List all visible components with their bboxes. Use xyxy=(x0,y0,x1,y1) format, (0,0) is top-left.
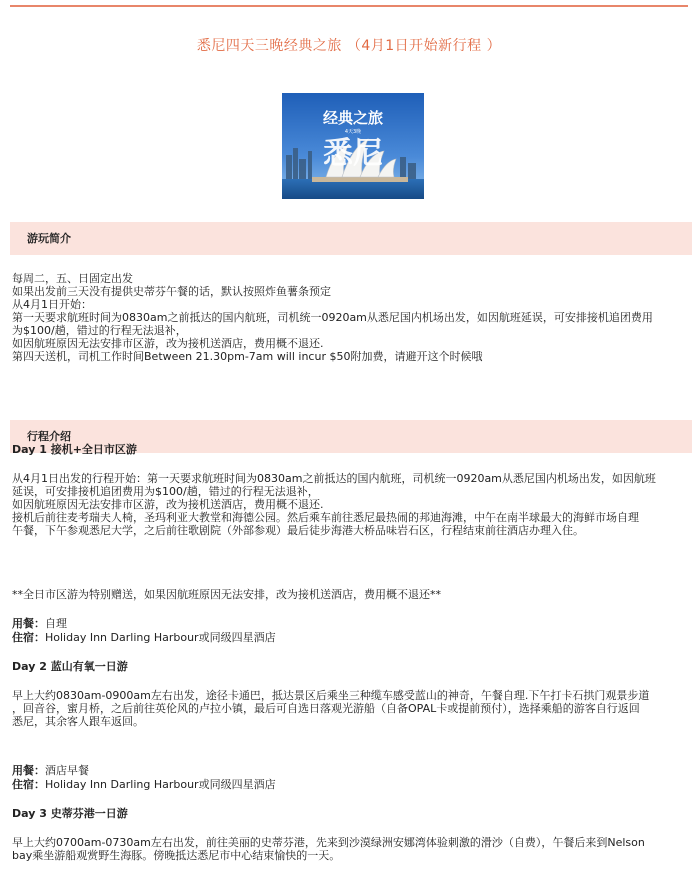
day3-title: Day 3 史蒂芬港一日游 xyxy=(12,807,128,820)
day1-meal xyxy=(12,617,67,630)
intro-line: 第一天要求航班时间为0830am之前抵达的国内航班，司机统一0920am从悉尼国内机场出发，如因航班延误，可安排接机追团费用 xyxy=(12,311,653,324)
hotel-value: Holiday Inn Darling Harbour或同级四星酒店 xyxy=(45,778,276,791)
day2-line: 早上大约0830am-0900am左右出发，途径卡通巴，抵达景区后乘坐三种缆车感受蓝山的神奇，午餐自理.下午打卡石拱门观景步道 xyxy=(12,689,650,702)
meal-label: 用餐： xyxy=(12,617,45,630)
meal-label: 用餐： xyxy=(12,764,45,777)
day2-hotel xyxy=(12,778,276,791)
day2-title: Day 2 蓝山有氧一日游 xyxy=(12,660,128,673)
day1-description xyxy=(12,472,692,537)
hotel-value: Holiday Inn Darling Harbour或同级四星酒店 xyxy=(45,631,276,644)
top-divider xyxy=(10,5,688,7)
intro-line: 如果出发前三天没有提供史蒂芬午餐的话，默认按照炸鱼薯条预定 xyxy=(12,285,331,298)
day2-description xyxy=(12,689,692,728)
day1-title: Day 1 接机+全日市区游 xyxy=(12,443,137,456)
meal-value: 自理 xyxy=(45,617,67,630)
day3-line: 早上大约0700am-0730am左右出发，前往美丽的史蒂芬港，先来到沙漠绿洲安娜湾体验刺激的滑沙（自费），午餐后来到Nelson xyxy=(12,836,645,849)
day1-line: 如因航班原因无法安排市区游，改为接机送酒店，费用概不退还. xyxy=(12,498,324,511)
intro-section-header xyxy=(10,222,692,255)
hotel-label: 住宿： xyxy=(12,631,45,644)
day1-hotel xyxy=(12,631,276,644)
day2-line: 悉尼，其余客人跟车返回。 xyxy=(12,715,144,728)
intro-text xyxy=(12,272,692,363)
banner-subtitle: 4天3晚 xyxy=(344,129,362,135)
day1-note: **全日市区游为特别赠送，如果因航班原因无法安排，改为接机送酒店，费用概不退还** xyxy=(12,588,441,601)
day2-line: ，回音谷，蜜月桥，之后前往英伦风的卢拉小镇，最后可自选日落观光游船（自备OPAL卡或提前预付），选择乘船的游客自行返回 xyxy=(12,702,640,715)
day1-line: 接机后前往麦考瑞夫人椅，圣玛利亚大教堂和海德公园。然后乘车前往悉尼最热闹的邦迪海滩，中午在南半球最大的海鲜市场自理 xyxy=(12,511,639,524)
intro-heading: 游玩简介 xyxy=(27,232,71,245)
intro-line: 第四天送机，司机工作时间Between 21.30pm-7am will incur $50附加费，请避开这个时候哦 xyxy=(12,350,483,363)
intro-line: 每周二，五、日固定出发 xyxy=(12,272,133,285)
day2-meal xyxy=(12,764,89,777)
banner-image xyxy=(282,93,424,199)
intro-line: 为$100/趟，错过的行程无法退补， xyxy=(12,324,187,337)
page-title: 悉尼四天三晚经典之旅 （4月1日开始新行程 ） xyxy=(196,38,502,54)
banner-city: 悉尼 xyxy=(323,136,383,171)
sydney-opera-house-illustration xyxy=(282,93,424,199)
intro-line: 从4月1日开始： xyxy=(12,298,92,311)
itinerary-heading: 行程介绍 xyxy=(27,430,71,443)
day3-line: bay乘坐游船观赏野生海豚。傍晚抵达悉尼市中心结束愉快的一天。 xyxy=(12,849,341,862)
meal-value: 酒店早餐 xyxy=(45,764,89,777)
banner-headline: 经典之旅 xyxy=(322,109,384,127)
day1-line: 午餐，下午参观悉尼大学，之后前往歌剧院（外部参观）最后徒步海港大桥品味岩石区，行程结束前往酒店办理入住。 xyxy=(12,524,584,537)
day1-line: 从4月1日出发的行程开始：第一天要求航班时间为0830am之前抵达的国内航班，司机统一0920am从悉尼国内机场出发，如因航班 xyxy=(12,472,656,485)
day3-description xyxy=(12,836,692,862)
hotel-label: 住宿： xyxy=(12,778,45,791)
intro-line: 如因航班原因无法安排市区游，改为接机送酒店，费用概不退还. xyxy=(12,337,324,350)
day1-line: 延误，可安排接机追团费用为$100/趟，错过的行程无法退补， xyxy=(12,485,319,498)
